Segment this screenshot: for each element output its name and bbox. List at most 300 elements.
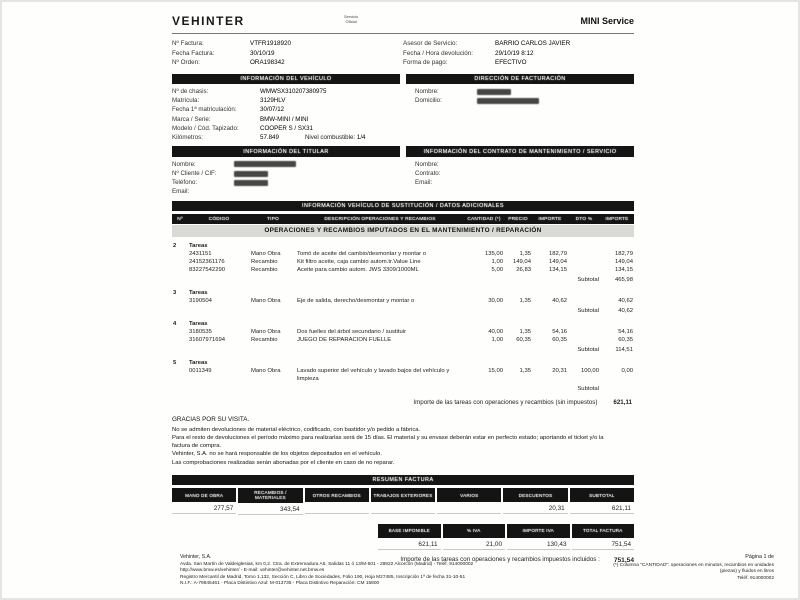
items-row xyxy=(172,307,634,315)
cell-amount: 182,79 xyxy=(548,250,567,257)
cell-total: 149,04 xyxy=(614,258,633,265)
cell-quantity xyxy=(464,276,504,284)
grand-total-label: Importe de las tareas con operaciones y recambios impuestos incluidos : xyxy=(400,555,600,563)
cell-description xyxy=(296,307,464,315)
summary-column xyxy=(172,488,236,514)
fuel-label: Nivel combustible: xyxy=(304,134,356,142)
cell-price xyxy=(504,307,532,315)
cell-amount xyxy=(532,307,568,315)
cell-type xyxy=(250,359,296,367)
col-header-amount: IMPORTE xyxy=(538,216,562,222)
cell-amount: 149,04 xyxy=(548,258,567,265)
company-footer-line: http://www.bmw.es/vehinter/ - E-mail: vehinter@vehinter.net.bmw.es xyxy=(180,568,325,574)
maintenance-row xyxy=(415,178,634,187)
summary-column-header: VARIOS xyxy=(437,488,501,502)
cell-quantity xyxy=(464,307,504,315)
vehicle-value: BMW-MINI / MINI xyxy=(260,115,309,123)
tax-summary-column xyxy=(572,524,635,550)
invoice-info xyxy=(172,39,634,68)
summary-column xyxy=(305,488,369,514)
col-header-type: TIPO xyxy=(267,216,279,222)
summary-column-header: MANO DE OBRA xyxy=(172,488,236,502)
cell-type: Mano Obra xyxy=(251,367,281,374)
cell-num xyxy=(172,367,188,383)
invoice-header xyxy=(172,14,634,34)
items-row xyxy=(172,346,634,354)
cell-code: 3180535 xyxy=(189,328,212,335)
summary-column-header: SUBTOTAL xyxy=(570,488,634,502)
col-header-num: Nº xyxy=(177,216,183,222)
company-footer-line: Registro Mercantil de Madrid, Tomo 1.132, Sección C, Libro de Sociedades, Folio 190, Hoja M27485, Inscripción 1ª de fecha 31-10-51 xyxy=(180,574,466,580)
vehicle-label: Fecha 1ª matriculación: xyxy=(172,106,237,114)
vehicle-row xyxy=(172,115,403,124)
holder-row xyxy=(172,187,403,196)
cell-code xyxy=(188,307,250,315)
cell-quantity xyxy=(464,359,504,367)
items-row xyxy=(172,359,634,367)
info-label: Nº Orden: xyxy=(172,59,200,66)
cell-type: Recambio xyxy=(251,336,278,343)
cell-code: 83227542290 xyxy=(189,266,226,273)
cell-total xyxy=(600,385,634,393)
cell-discount xyxy=(568,266,600,274)
tax-summary-column xyxy=(378,524,441,550)
vehinter-logo: VEHINTER xyxy=(172,14,245,28)
info-row xyxy=(172,39,403,49)
holder-row xyxy=(172,169,403,178)
cell-type: Recambio xyxy=(251,258,278,265)
cell-price xyxy=(504,289,532,297)
cell-quantity xyxy=(464,385,504,393)
grand-total-value: 751,54 xyxy=(613,557,634,565)
cell-quantity: 15,00 xyxy=(488,367,503,374)
items-total-row xyxy=(172,399,634,406)
cell-quantity xyxy=(464,289,504,297)
cell-num: 4 xyxy=(173,320,177,327)
col-header-code: CÓDIGO xyxy=(208,216,230,222)
cell-code: Tareas xyxy=(189,320,208,327)
section-header-substitution: INFORMACIÓN VEHÍCULO DE SUSTITUCIÓN / DATOS ADICIONALES xyxy=(172,201,634,212)
items-table-body xyxy=(172,242,634,393)
cell-amount: 54,16 xyxy=(552,328,567,335)
section-bars-vehicle-billing xyxy=(172,74,634,85)
cell-discount xyxy=(568,242,600,250)
cell-quantity: 5,00 xyxy=(491,266,503,273)
holder-label: Email: xyxy=(172,188,190,196)
cell-discount xyxy=(568,250,600,258)
holder-maintenance-block xyxy=(172,160,634,197)
redaction-mark xyxy=(477,89,511,95)
redaction-mark xyxy=(234,161,296,167)
company-name: Vehinter, S.A. xyxy=(180,554,212,560)
holder-label: Teléfono: xyxy=(172,179,198,187)
cell-description: Dos fuelles del árbol secundario / sustituir xyxy=(297,328,407,335)
items-row xyxy=(172,250,634,258)
vehicle-row xyxy=(172,105,403,114)
page-number: Página 1 de xyxy=(745,554,774,560)
cell-discount: Subtotal xyxy=(577,307,599,314)
cell-total: 54,16 xyxy=(618,328,633,335)
cell-code: Tareas xyxy=(189,359,208,366)
company-footer xyxy=(180,554,560,588)
cell-description xyxy=(296,346,464,354)
billing-row xyxy=(415,96,634,105)
summary-column xyxy=(371,488,435,514)
items-row xyxy=(172,258,634,266)
tax-summary-table xyxy=(378,524,634,550)
operations-band: OPERACIONES Y RECAMBIOS IMPUTADOS EN EL MANTENIMIENTO / REPARACIÓN xyxy=(172,225,634,237)
cell-code: Tareas xyxy=(189,242,208,249)
cell-discount xyxy=(568,297,600,305)
cell-num xyxy=(172,258,188,266)
summary-column-header: DESCUENTOS xyxy=(503,488,567,502)
cell-price: 60,35 xyxy=(516,336,531,343)
cell-price xyxy=(504,346,532,354)
km-value: 57.849 xyxy=(260,134,279,142)
cell-quantity: 1,00 xyxy=(491,258,503,265)
cell-type xyxy=(250,289,296,297)
redaction-mark xyxy=(477,98,539,104)
cell-code: 3190504 xyxy=(189,297,212,304)
cell-description xyxy=(296,359,464,367)
cell-description: JUEGO DE REPARACION FUELLE xyxy=(297,336,392,343)
info-label: Nº Factura: xyxy=(172,40,204,47)
cell-description xyxy=(296,385,464,393)
cell-num xyxy=(172,307,188,315)
info-label: Fecha / Hora devolución: xyxy=(403,49,474,57)
items-row xyxy=(172,385,634,393)
cell-code: 31607971694 xyxy=(189,336,226,343)
cell-quantity: 40,00 xyxy=(488,328,503,335)
cell-type: Mano Obra xyxy=(251,328,281,335)
summary-column-value: 20,31 xyxy=(503,502,567,514)
cell-description: Tomó de aceite del cambio/desmontar y montar o xyxy=(297,250,427,257)
col-header-description: DESCRIPCIÓN OPERACIONES Y RECAMBIOS xyxy=(324,216,436,222)
maintenance-label: Nombre: xyxy=(415,160,439,168)
info-value: ORA198342 xyxy=(250,59,285,66)
vehicle-label: Modelo / Cód. Tapizado: xyxy=(172,124,239,132)
tax-summary-value: 130,43 xyxy=(507,538,570,550)
cell-total: 465,98 xyxy=(614,276,633,283)
cell-discount: 100,00 xyxy=(580,367,599,374)
info-row xyxy=(172,49,403,59)
info-row xyxy=(403,39,634,49)
cell-amount xyxy=(532,359,568,367)
cell-num xyxy=(172,250,188,258)
section-header-vehicle: INFORMACIÓN DEL VEHÍCULO xyxy=(172,74,400,85)
items-row xyxy=(172,289,634,297)
items-row xyxy=(172,276,634,284)
cell-code xyxy=(188,276,250,284)
info-value: 29/10/19 8:12 xyxy=(495,49,534,57)
info-value: BARRIO CARLOS JAVIER xyxy=(495,40,571,47)
col-header-total: IMPORTE xyxy=(605,216,629,222)
cell-amount xyxy=(532,289,568,297)
cell-total: 134,15 xyxy=(614,266,633,273)
tax-summary-header: % IVA xyxy=(443,524,506,538)
summary-column xyxy=(437,488,501,514)
summary-column xyxy=(570,488,634,514)
cell-type xyxy=(250,242,296,250)
terms-line: Las comprobaciones realizadas serán abonadas por el cliente en caso de no reparar. xyxy=(172,459,395,466)
redaction-mark xyxy=(234,171,268,177)
terms-lines xyxy=(172,426,604,467)
cell-code: 2431151 xyxy=(189,250,212,257)
items-row xyxy=(172,367,634,383)
cell-amount xyxy=(532,385,568,393)
billing-row xyxy=(415,87,634,96)
items-row xyxy=(172,328,634,336)
tax-summary-header: TOTAL FACTURA xyxy=(572,524,635,538)
maintenance-row xyxy=(415,169,634,178)
cell-price xyxy=(504,385,532,393)
cell-description xyxy=(296,320,464,328)
vehicle-info xyxy=(172,87,403,142)
vehicle-row xyxy=(172,124,403,133)
holder-row xyxy=(172,160,403,169)
items-table-header xyxy=(172,214,634,224)
info-value: VTFR1918920 xyxy=(250,40,291,47)
terms-block xyxy=(172,416,604,467)
cell-quantity xyxy=(464,320,504,328)
vehicle-value: WMWSX310207380975 xyxy=(260,88,327,95)
terms-line: Vehinter, S.A. no se hará responsable de los objetos depositados en el vehículo. xyxy=(172,451,382,458)
billing-info xyxy=(403,87,634,142)
invoice-info-right xyxy=(403,39,634,68)
cell-num xyxy=(172,385,188,393)
items-row xyxy=(172,336,634,344)
spacer xyxy=(279,133,305,142)
items-total-value: 621,11 xyxy=(613,398,632,406)
holder-row xyxy=(172,178,403,187)
maintenance-label: Email: xyxy=(415,179,433,187)
cell-amount: 60,35 xyxy=(552,336,567,343)
section-header-billing: DIRECCIÓN DE FACTURACIÓN xyxy=(406,74,634,85)
maintenance-info xyxy=(403,160,634,197)
cell-total: 60,35 xyxy=(618,336,633,343)
cell-discount: Subtotal xyxy=(577,276,599,283)
cell-num: 3 xyxy=(173,289,177,296)
billing-label: Domicilio: xyxy=(415,97,442,105)
tax-summary-column xyxy=(443,524,506,550)
cell-discount xyxy=(568,320,600,328)
cell-total: 0,00 xyxy=(621,367,633,374)
vehicle-value: COOPER S / SX31 xyxy=(260,124,313,132)
cell-code: Tareas xyxy=(189,289,208,296)
info-label: Fecha Factura: xyxy=(172,49,215,57)
cell-amount: 20,31 xyxy=(552,367,567,374)
summary-column-value: 343,54 xyxy=(238,503,302,515)
vehicle-billing-block xyxy=(172,87,634,142)
cell-description: Kit filtro aceite, caja cambio autom.tr.Value Line xyxy=(297,258,421,265)
info-row xyxy=(403,58,634,68)
cell-price xyxy=(504,276,532,284)
cell-price: 1,35 xyxy=(519,297,531,304)
col-header-discount: DTO % xyxy=(575,216,593,222)
summary-column-header: RECAMBIOS / MATERIALES xyxy=(238,488,302,502)
tax-summary-column xyxy=(507,524,570,550)
tax-summary-value: 621,11 xyxy=(378,538,441,550)
cell-type: Recambio xyxy=(251,266,278,273)
company-footer-line: Avda. San Martín de Valdeiglesias, km 0,2. Ctra. de Extremadura A5, Salidas 11 ó 13/M-501 - 28922 Alcorcón (Madrid) - Teléf. 914000002 xyxy=(180,561,474,567)
invoice-summary-table xyxy=(172,488,634,514)
terms-line: Para el resto de devoluciones el período máximo para realizarlas será de 15 días. El material y su envase deberán estar en perfecto estado; aportando el ticket y/o la factura de compra. xyxy=(172,434,604,450)
cell-code: 24152361176 xyxy=(189,258,225,265)
cell-description xyxy=(296,242,464,250)
col-header-price: PRECIO xyxy=(508,216,528,222)
summary-column-value: 621,11 xyxy=(570,502,634,514)
cell-price xyxy=(504,320,532,328)
vehicle-label: Matrícula: xyxy=(172,97,200,105)
cell-price xyxy=(504,242,532,250)
items-total-label: Importe de las tareas con operaciones y recambios (sin impuestos) xyxy=(413,398,598,406)
cell-amount xyxy=(532,242,568,250)
cell-code xyxy=(188,385,250,393)
cell-description xyxy=(296,289,464,297)
cell-discount xyxy=(568,336,600,344)
summary-column-value xyxy=(305,502,369,514)
dealer-stamp xyxy=(344,15,358,24)
section-header-maintenance: INFORMACIÓN DEL CONTRATO DE MANTENIMIENTO / SERVICIO xyxy=(406,146,634,157)
cell-num xyxy=(172,346,188,354)
cell-total xyxy=(600,242,634,250)
items-row xyxy=(172,297,634,305)
maintenance-row xyxy=(415,160,634,169)
holder-label: Nombre: xyxy=(172,160,196,168)
cell-type xyxy=(250,320,296,328)
km-label: Kilómetros: xyxy=(172,134,203,142)
cell-quantity xyxy=(464,242,504,250)
vehicle-value: 3129HLV xyxy=(260,97,286,105)
summary-column xyxy=(238,488,302,514)
cell-quantity: 1,00 xyxy=(491,336,503,343)
quantity-note: (*) Columna "CANTIDAD": operaciones en minutos, recambios en unidades (piezas) y fluidos en litros xyxy=(613,562,774,575)
cell-price: 1,35 xyxy=(519,250,531,257)
page-footer xyxy=(180,554,774,588)
holder-info xyxy=(172,160,403,197)
cell-num: 5 xyxy=(173,359,177,366)
cell-price: 26,83 xyxy=(516,266,531,273)
footer-right xyxy=(599,554,774,588)
vehicle-row xyxy=(172,87,403,96)
cell-total: 40,62 xyxy=(618,297,633,304)
cell-type: Mano Obra xyxy=(251,250,281,257)
footer-phone: Teléf. 914000002 xyxy=(737,575,774,581)
section-bars-holder-maintenance xyxy=(172,146,634,157)
holder-label: Nº Cliente / CIF: xyxy=(172,169,217,177)
cell-discount xyxy=(568,289,600,297)
info-row xyxy=(172,58,403,68)
cell-amount: 134,15 xyxy=(548,266,567,273)
dealer-stamp-line1: Servicio xyxy=(344,14,359,19)
cell-description: Eje de salida, derecho/desmontar y montar o xyxy=(297,297,415,304)
cell-amount: 40,62 xyxy=(552,297,567,304)
summary-column-value: 277,57 xyxy=(172,502,236,514)
cell-type xyxy=(250,346,296,354)
cell-type xyxy=(250,385,296,393)
tax-summary-value: 21,00 xyxy=(443,538,506,550)
cell-price: 1,35 xyxy=(519,367,531,374)
summary-column xyxy=(503,488,567,514)
cell-quantity: 135,00 xyxy=(484,250,503,257)
info-value: 30/10/19 xyxy=(250,49,275,57)
info-row xyxy=(403,49,634,59)
summary-column-header: OTROS RECAMBIOS xyxy=(305,488,369,502)
summary-column-header: TRABAJOS EXTERIORES xyxy=(371,488,435,502)
redaction-mark xyxy=(234,180,268,186)
cell-num xyxy=(172,336,188,344)
mini-service-logo: MINI Service xyxy=(580,16,634,26)
cell-type xyxy=(250,307,296,315)
cell-discount xyxy=(568,359,600,367)
invoice-document xyxy=(172,14,634,564)
cell-total xyxy=(600,359,634,367)
fuel-value: 1/4 xyxy=(356,134,366,142)
items-row xyxy=(172,242,634,250)
cell-num: 2 xyxy=(173,242,177,249)
cell-price: 149,04 xyxy=(512,258,531,265)
billing-label: Nombre: xyxy=(415,88,439,95)
col-header-quantity: CANTIDAD (*) xyxy=(467,216,501,222)
cell-price: 1,35 xyxy=(519,328,531,335)
cell-type xyxy=(250,276,296,284)
items-row xyxy=(172,320,634,328)
maintenance-label: Contrato: xyxy=(415,169,441,177)
cell-total: 114,51 xyxy=(615,346,633,353)
cell-discount: Subtotal xyxy=(577,385,599,392)
cell-price xyxy=(504,359,532,367)
cell-description: Lavado superior del vehículo y lavado bajos del vehículo y limpieza xyxy=(297,367,450,382)
cell-amount xyxy=(532,320,568,328)
cell-code xyxy=(188,346,250,354)
terms-line: No se admiten devoluciones de material eléctrico, codificado, con bastidor y/o pedido a fábrica. xyxy=(172,426,421,433)
vehicle-label: Marca / Serie: xyxy=(172,115,211,123)
cell-total xyxy=(600,320,634,328)
cell-quantity: 30,00 xyxy=(488,297,503,304)
section-header-summary: RESUMEN FACTURA xyxy=(172,475,634,486)
info-value: EFECTIVO xyxy=(495,59,527,66)
vehicle-value: 30/07/12 xyxy=(260,106,285,114)
cell-discount: Subtotal xyxy=(577,346,599,353)
section-header-holder: INFORMACIÓN DEL TITULAR xyxy=(172,146,400,157)
info-label: Asesor de Servicio: xyxy=(403,40,458,47)
summary-column-value xyxy=(437,502,501,514)
tax-summary-header: BASE IMPONIBLE xyxy=(378,524,441,538)
vehicle-km-fuel-row xyxy=(172,133,403,142)
cell-type: Mano Obra xyxy=(251,297,281,304)
company-footer-line: N.I.F.: A-79845461 - Placa Distintivo Azul: M-013735 - Placa Distintivo Reparación: CM 15800 xyxy=(180,581,380,587)
cell-total: 182,79 xyxy=(614,250,633,257)
tax-summary-header: IMPORTE IVA xyxy=(507,524,570,538)
cell-num xyxy=(172,328,188,336)
company-footer-lines xyxy=(180,562,560,588)
info-label: Forma de pago: xyxy=(403,59,448,66)
cell-total: 40,62 xyxy=(618,307,633,314)
invoice-info-left xyxy=(172,39,403,68)
summary-column-value xyxy=(371,502,435,514)
cell-discount xyxy=(568,328,600,336)
vehicle-rows xyxy=(172,87,403,133)
items-row xyxy=(172,266,634,274)
thanks-note: GRACIAS POR SU VISITA. xyxy=(172,415,250,423)
tax-summary-value: 751,54 xyxy=(572,538,635,550)
cell-description: Aceite para cambio autom. JWS 3309/1000ML xyxy=(297,266,419,273)
cell-description xyxy=(296,276,464,284)
cell-total xyxy=(600,289,634,297)
cell-quantity xyxy=(464,346,504,354)
vehicle-label: Nº de chasis: xyxy=(172,88,209,95)
tax-summary-wrap xyxy=(378,524,634,550)
